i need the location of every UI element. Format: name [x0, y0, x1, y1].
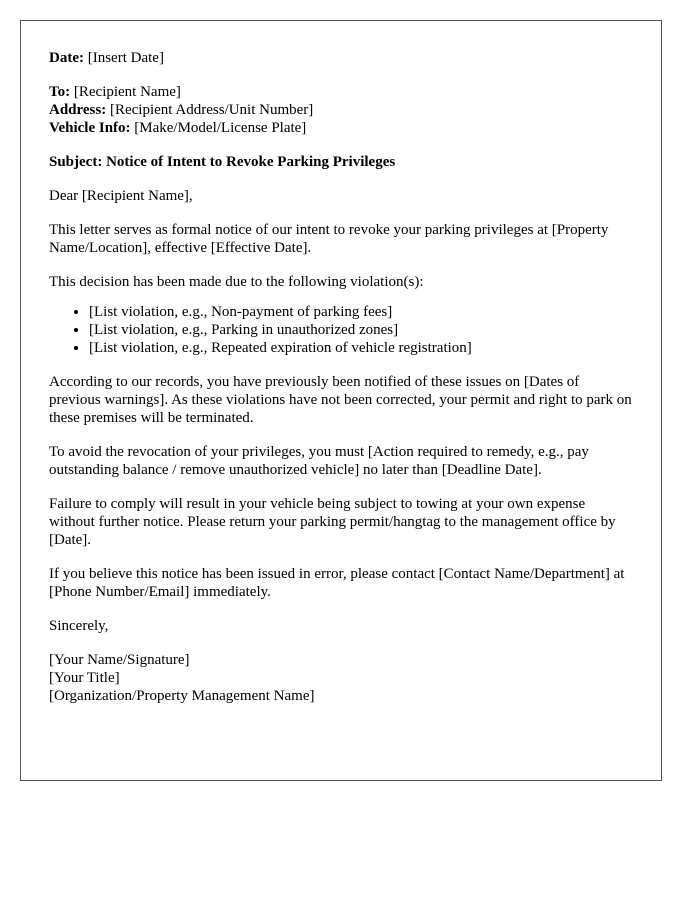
to-value: [Recipient Name]	[70, 84, 181, 100]
address-label: Address:	[49, 102, 107, 118]
remedy-paragraph: To avoid the revocation of your privileges, you must [Action required to remedy, e.g., pay outstanding balance / remove unauthorized vehicle] no later than [Deadline Date].	[49, 444, 589, 478]
violation-item: • [List violation, e.g., Parking in unauthorized zones]	[89, 321, 633, 339]
intro-paragraph: This letter serves as formal notice of our intent to revoke your parking privileges at [Property Name/Location], effective [Effective Date].	[49, 222, 609, 256]
date-value: [Insert Date]	[83, 50, 164, 66]
violation-item: • [List violation, e.g., Non-payment of parking fees]	[89, 303, 633, 321]
date-line	[49, 49, 633, 67]
failure-paragraph: Failure to comply will result in your vehicle being subject to towing at your own expense without further notice. Please return your parking permit/hangtag to the management office by [Date].	[49, 496, 616, 548]
salutation: Dear [Recipient Name],	[49, 188, 193, 204]
contact-paragraph: If you believe this notice has been issued in error, please contact [Contact Name/Department] at [Phone Number/Email] immediately.	[49, 566, 625, 600]
violations-intro: This decision has been made due to the following violation(s):	[49, 274, 424, 290]
letter-document	[20, 20, 662, 781]
to-label: To:	[49, 84, 71, 100]
signature-block	[49, 651, 633, 705]
vehicle-info-label: Vehicle Info:	[49, 120, 131, 136]
signature-title: [Your Title]	[49, 670, 120, 686]
violation-item: • [List violation, e.g., Repeated expiration of vehicle registration]	[89, 339, 633, 357]
signature-name: [Your Name/Signature]	[49, 652, 190, 668]
recipient-block	[49, 83, 633, 137]
records-paragraph: According to our records, you have previously been notified of these issues on [Dates of previous warnings]. As these violations have not been corrected, your permit and right to park on these premises will be terminated.	[49, 374, 632, 426]
address-value: [Recipient Address/Unit Number]	[106, 102, 314, 118]
date-label: Date:	[49, 50, 84, 66]
signature-organization: [Organization/Property Management Name]	[49, 688, 315, 704]
subject-line: Subject: Notice of Intent to Revoke Parking Privileges	[49, 154, 396, 170]
closing: Sincerely,	[49, 618, 109, 634]
vehicle-info-value: [Make/Model/License Plate]	[130, 120, 307, 136]
violations-list	[49, 303, 633, 357]
